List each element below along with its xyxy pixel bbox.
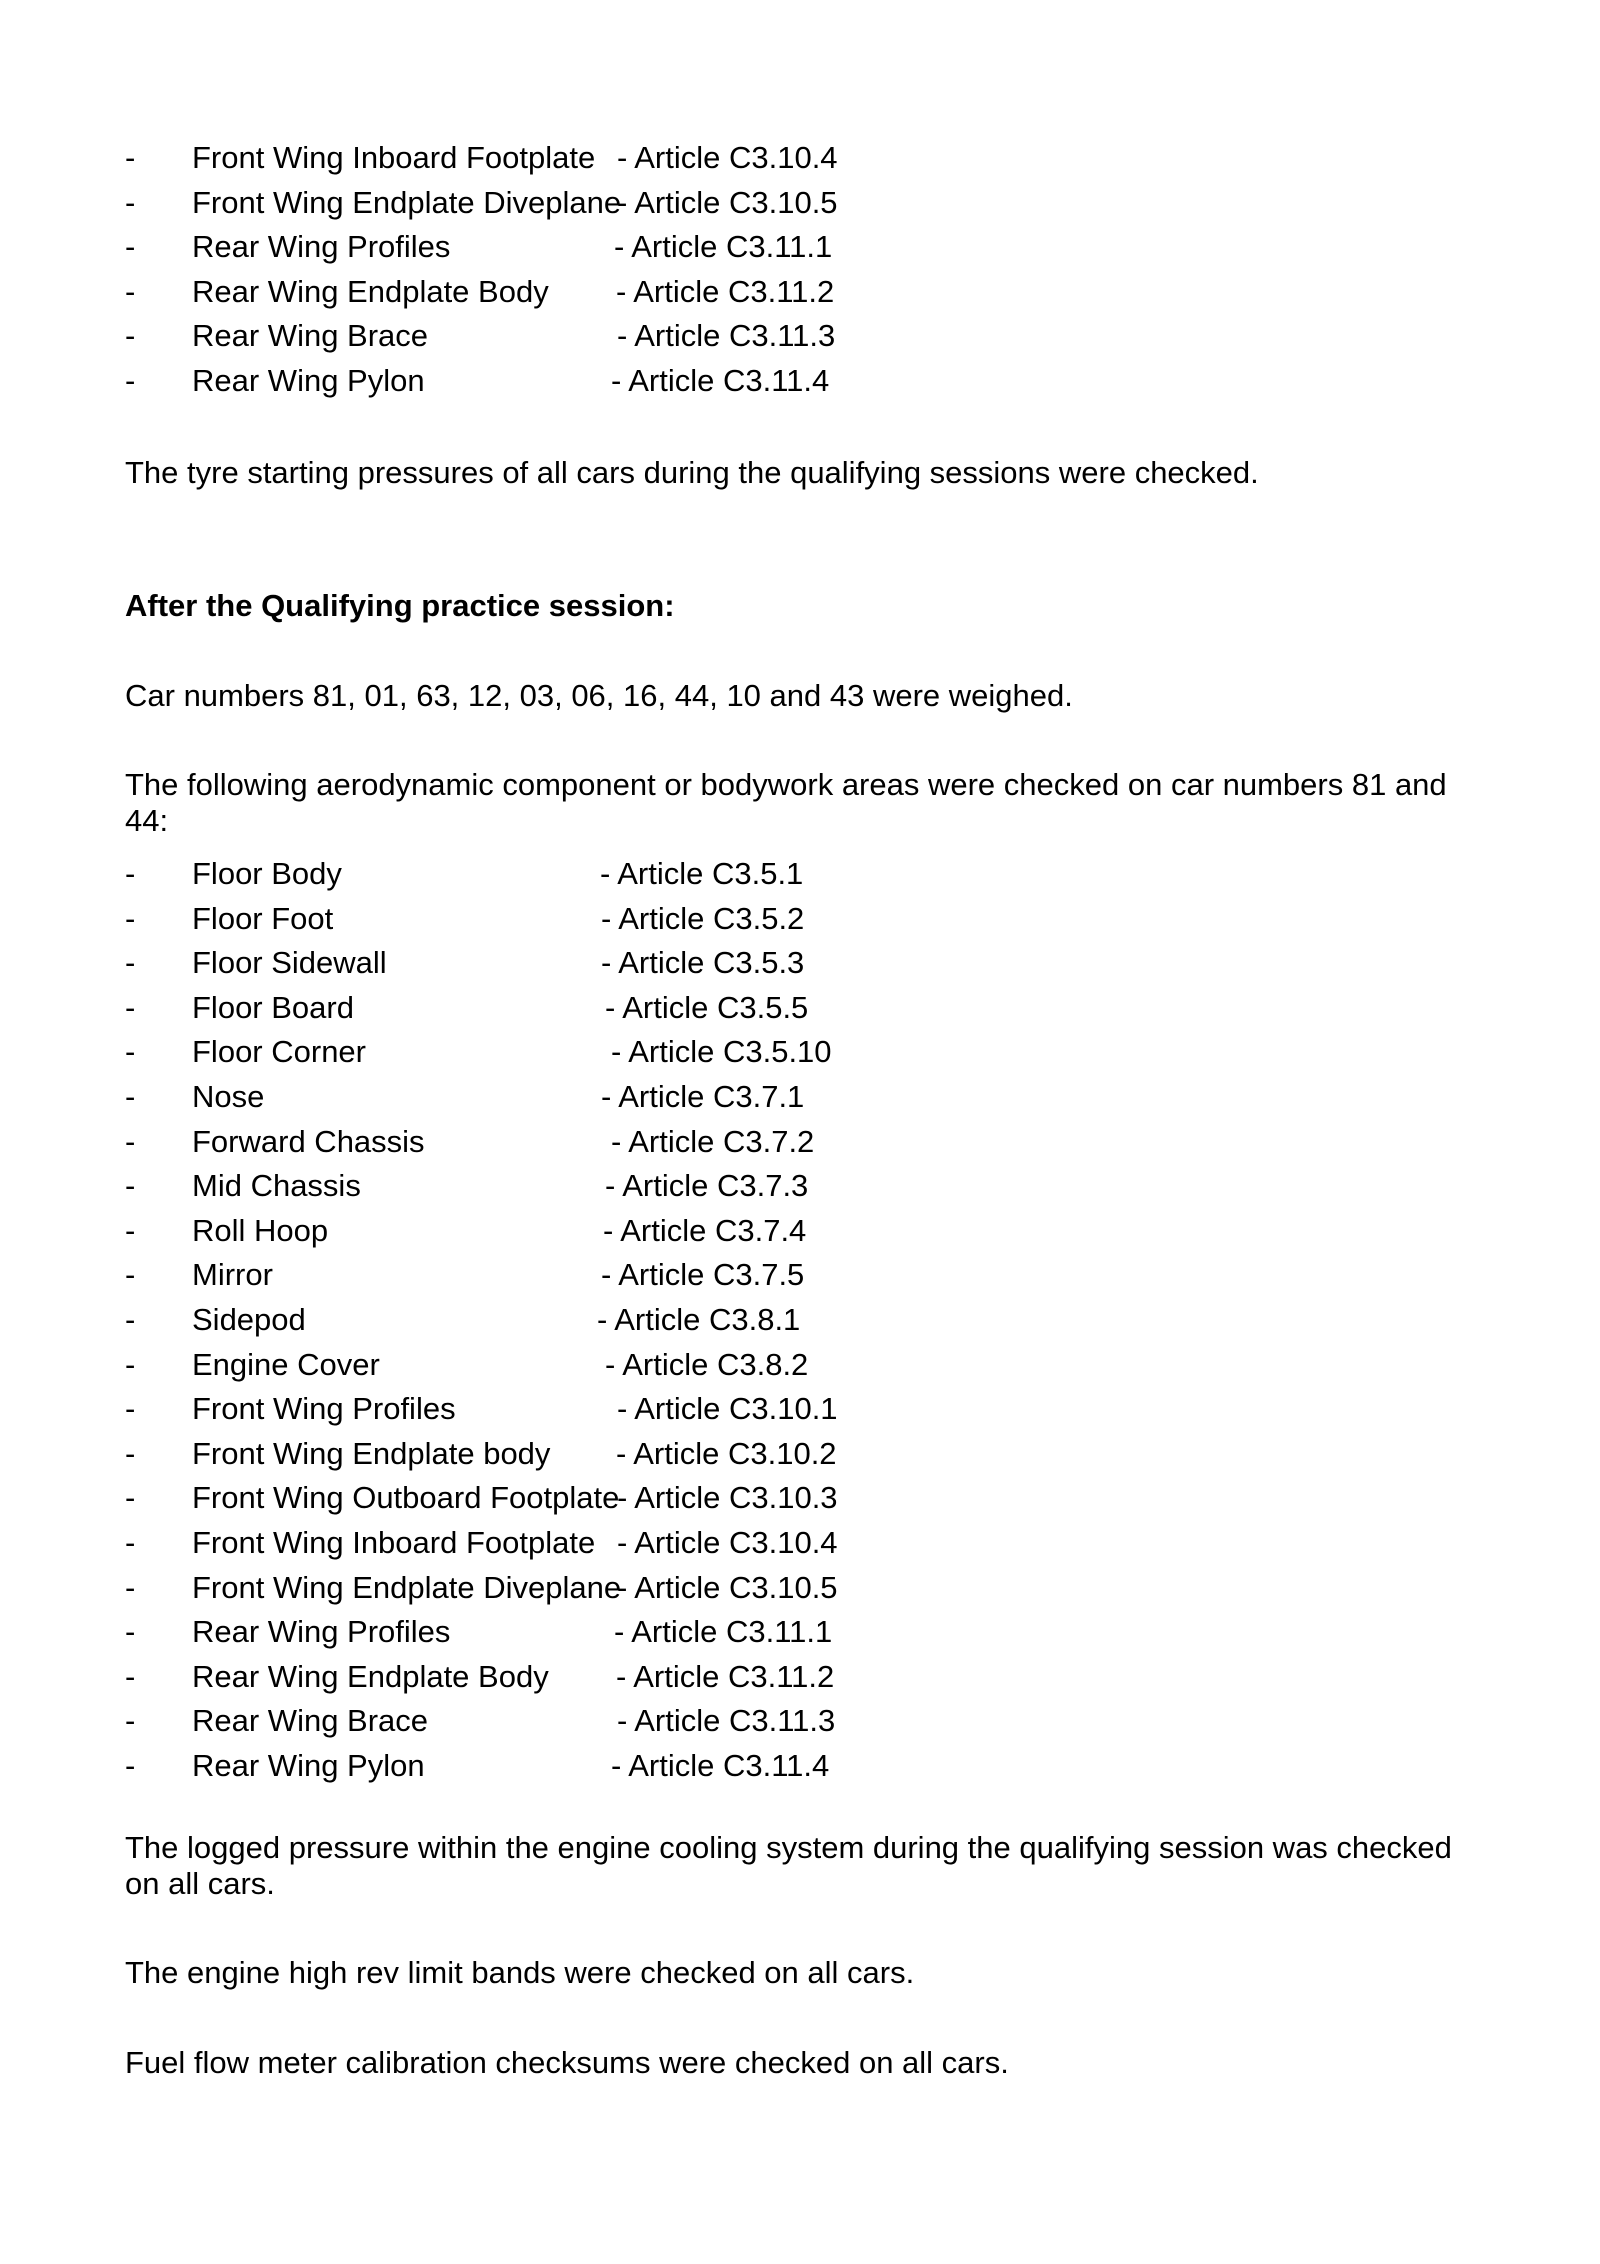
article-reference: - Article C3.10.3 (617, 1480, 838, 1516)
article-reference: - Article C3.8.2 (605, 1346, 809, 1382)
list-dash: - (125, 1123, 136, 1159)
component-name: Rear Wing Pylon (192, 362, 425, 398)
article-reference: - Article C3.11.2 (616, 1658, 835, 1694)
fuel-flow-paragraph: Fuel flow meter calibration checksums were checked on all cars. (125, 2045, 1009, 2080)
component-name: Front Wing Endplate body (192, 1435, 551, 1471)
list-dash: - (125, 1168, 136, 1204)
component-name: Sidepod (192, 1301, 306, 1337)
article-reference: - Article C3.7.1 (601, 1078, 805, 1114)
list-dash: - (125, 273, 136, 309)
article-reference: - Article C3.11.3 (617, 1703, 836, 1739)
component-name: Front Wing Profiles (192, 1391, 456, 1427)
article-reference: - Article C3.7.5 (601, 1257, 805, 1293)
component-name: Rear Wing Endplate Body (192, 273, 549, 309)
list-dash: - (125, 1614, 136, 1650)
list-dash: - (125, 140, 136, 175)
list-dash: - (125, 1391, 136, 1427)
component-name: Rear Wing Brace (192, 1703, 429, 1739)
list-dash: - (125, 945, 136, 981)
component-name: Nose (192, 1078, 265, 1114)
article-reference: - Article C3.11.2 (616, 273, 835, 309)
article-reference: - Article C3.5.3 (601, 945, 805, 981)
component-name: Roll Hoop (192, 1212, 329, 1248)
component-name: Rear Wing Brace (192, 318, 429, 354)
article-reference: - Article C3.11.4 (611, 362, 830, 398)
component-name: Rear Wing Endplate Body (192, 1658, 549, 1694)
article-reference: - Article C3.7.4 (603, 1212, 807, 1248)
article-reference: - Article C3.11.3 (617, 318, 836, 354)
list-dash: - (125, 1212, 136, 1248)
list-dash: - (125, 229, 136, 265)
component-name: Rear Wing Profiles (192, 1614, 451, 1650)
article-reference: - Article C3.10.5 (617, 1569, 838, 1605)
component-name: Floor Board (192, 989, 354, 1025)
article-reference: - Article C3.10.4 (617, 140, 838, 175)
list-dash: - (125, 1480, 136, 1516)
list-dash: - (125, 1257, 136, 1293)
list-dash: - (125, 1034, 136, 1070)
article-reference: - Article C3.10.1 (617, 1391, 838, 1427)
component-name: Floor Body (192, 856, 342, 891)
component-name: Rear Wing Profiles (192, 229, 451, 265)
component-name: Front Wing Inboard Footplate (192, 140, 596, 175)
list-dash: - (125, 1703, 136, 1739)
aero-intro-paragraph: The following aerodynamic component or bodywork areas were checked on car numbers 81 and 44: (125, 767, 1447, 838)
list-dash: - (125, 1301, 136, 1337)
component-name: Front Wing Endplate Diveplane (192, 184, 622, 220)
article-reference: - Article C3.8.1 (597, 1301, 801, 1337)
list-dash: - (125, 1747, 136, 1783)
component-name: Floor Foot (192, 900, 334, 936)
article-reference: - Article C3.7.3 (605, 1168, 809, 1204)
list-dash: - (125, 1078, 136, 1114)
article-reference: - Article C3.11.1 (614, 229, 833, 265)
article-reference: - Article C3.10.4 (617, 1524, 838, 1560)
cooling-pressure-paragraph: The logged pressure within the engine cooling system during the qualifying session was checked on all cars. (125, 1830, 1452, 1901)
component-name: Mid Chassis (192, 1168, 361, 1204)
article-reference: - Article C3.5.5 (605, 989, 809, 1025)
article-reference: - Article C3.5.10 (611, 1034, 832, 1070)
component-name: Front Wing Endplate Diveplane (192, 1569, 622, 1605)
list-dash: - (125, 1658, 136, 1694)
component-name: Floor Sidewall (192, 945, 387, 981)
list-dash: - (125, 1524, 136, 1560)
component-name: Engine Cover (192, 1346, 380, 1382)
article-reference: - Article C3.11.4 (611, 1747, 830, 1783)
list-dash: - (125, 989, 136, 1025)
component-name: Floor Corner (192, 1034, 366, 1070)
weighed-cars-paragraph: Car numbers 81, 01, 63, 12, 03, 06, 16, 44, 10 and 43 were weighed. (125, 678, 1073, 713)
article-reference: - Article C3.5.1 (600, 856, 804, 891)
article-reference: - Article C3.5.2 (601, 900, 805, 936)
section-heading: After the Qualifying practice session: (125, 588, 675, 623)
list-dash: - (125, 184, 136, 220)
article-reference: - Article C3.7.2 (611, 1123, 815, 1159)
component-name: Rear Wing Pylon (192, 1747, 425, 1783)
component-name: Mirror (192, 1257, 273, 1293)
tyre-pressure-paragraph: The tyre starting pressures of all cars during the qualifying sessions were checked. (125, 455, 1259, 490)
list-dash: - (125, 362, 136, 398)
article-reference: - Article C3.11.1 (614, 1614, 833, 1650)
article-reference: - Article C3.10.2 (616, 1435, 837, 1471)
article-reference: - Article C3.10.5 (617, 184, 838, 220)
list-dash: - (125, 900, 136, 936)
component-name: Front Wing Inboard Footplate (192, 1524, 596, 1560)
component-name: Forward Chassis (192, 1123, 425, 1159)
list-dash: - (125, 1346, 136, 1382)
list-dash: - (125, 1435, 136, 1471)
rev-limit-paragraph: The engine high rev limit bands were checked on all cars. (125, 1955, 915, 1990)
list-dash: - (125, 856, 136, 891)
list-dash: - (125, 1569, 136, 1605)
list-dash: - (125, 318, 136, 354)
component-name: Front Wing Outboard Footplate (192, 1480, 620, 1516)
